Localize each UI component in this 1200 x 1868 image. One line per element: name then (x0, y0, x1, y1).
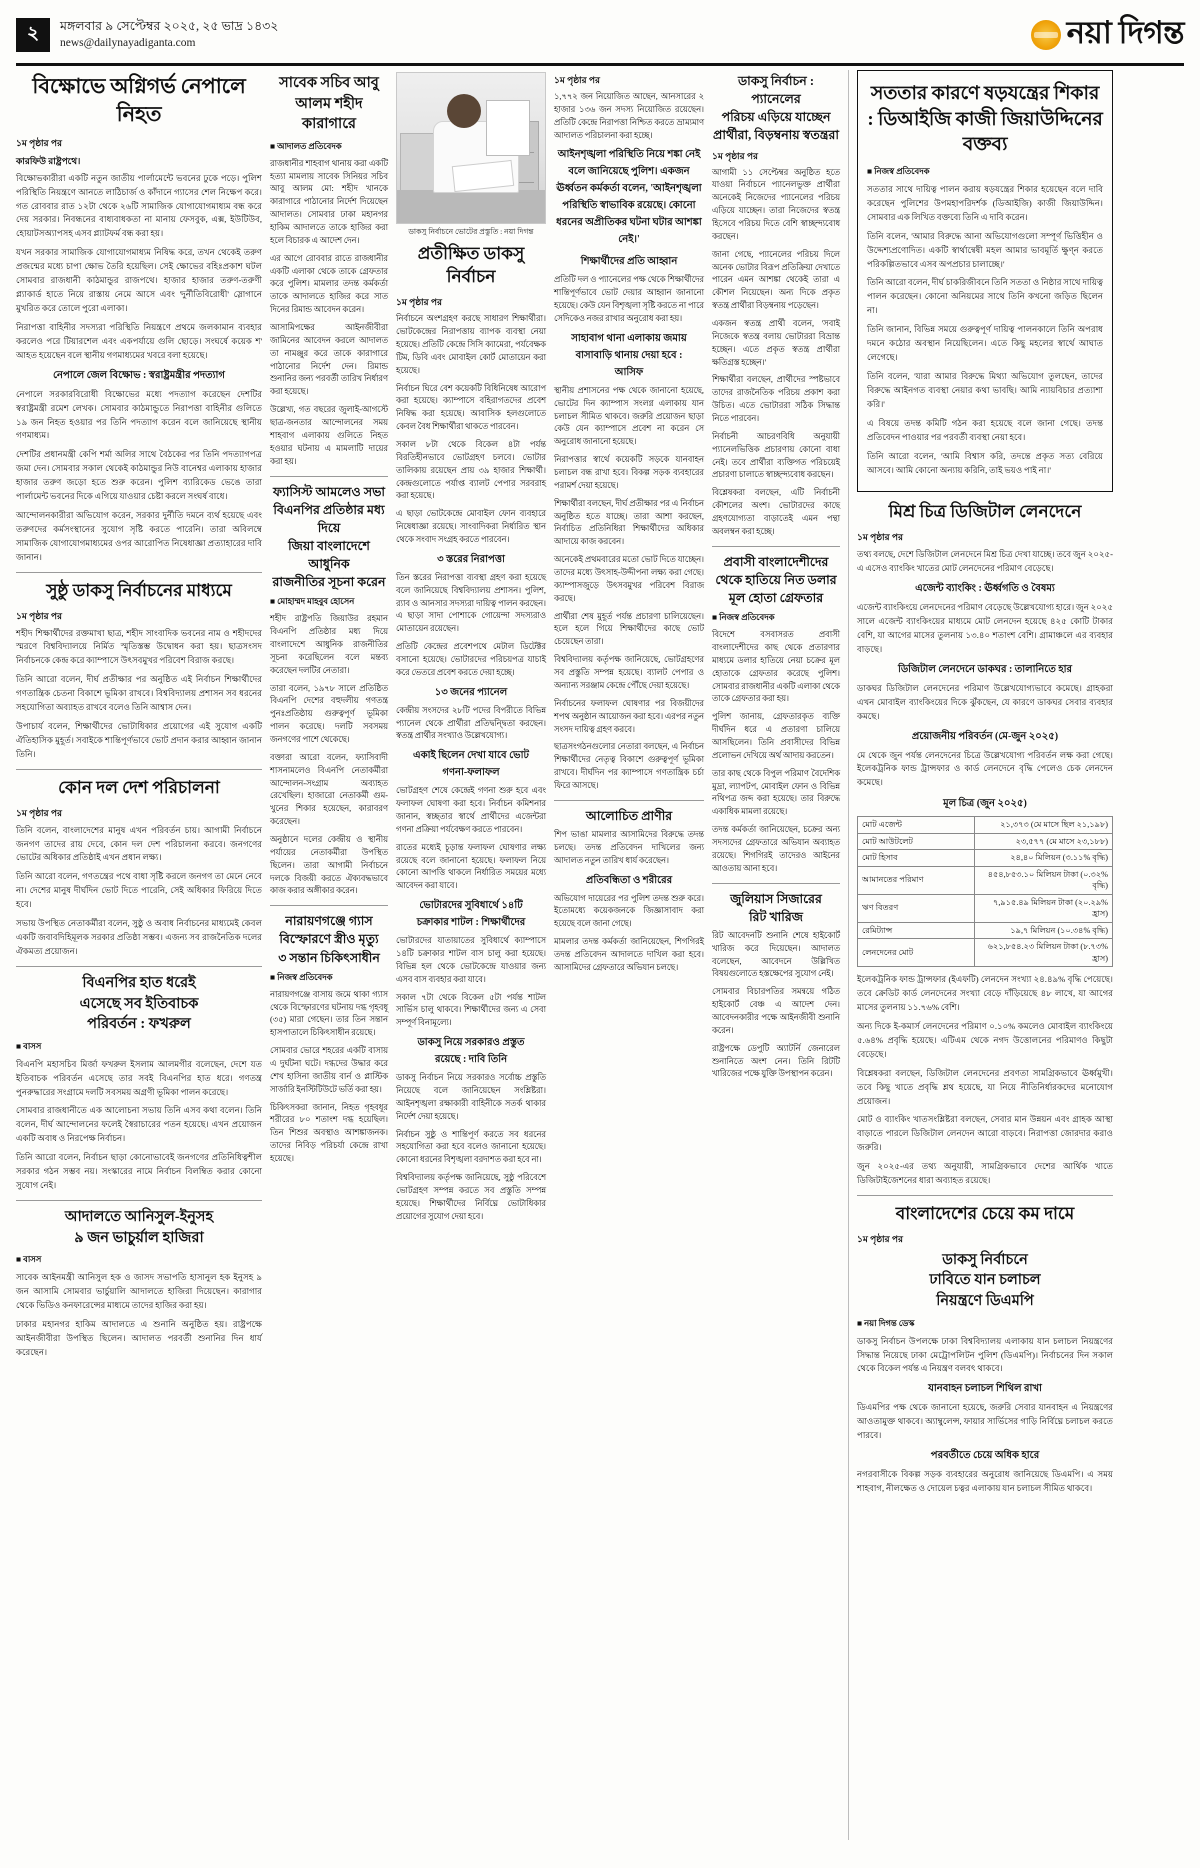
article-paragraph: উপাচার্য বলেন, শিক্ষার্থীদের ভোটাধিকার প্রয়োগের এই সুযোগ একটি ঐতিহাসিক মুহূর্ত। সবাইকে শান্তিপূর্ণভাবে ভোট প্রদান করার আহ্বান জানান তিনি। (16, 721, 262, 759)
table-title: মূল চিত্র (জুন ২০২৫) (943, 798, 1027, 810)
headline-expat-dollar-fraud (712, 553, 840, 607)
byline: ■ নিজস্ব প্রতিবেদক (712, 613, 775, 623)
column-3 (396, 70, 546, 1840)
article-paragraph: তথ্য বলছে, দেশে ডিজিটাল লেনদেনে মিশ্র চিত্র দেখা যাচ্ছে। তবে জুন ২০২৫-এ এসেও ব্যাংকিং খাতের মোট লেনদেনের পরিমাণ বেড়েছে। (857, 549, 1113, 574)
headline-line-1: আদালতে আনিসুল-ইনুসহ (64, 1208, 214, 1225)
article-paragraph: অন্য দিকে ই-কমার্স লেনদেনের পরিমাণ ০.১০% কমলেও মোবাইল ব্যাংকিংয়ে ৫.৬৪% প্রবৃদ্ধি হয়েছে। এটিএম থেকে নগদ উত্তোলনের পরিমাণও কিছুটা বেড়েছে। (857, 1020, 1113, 1059)
article-paragraph: সততার সাথে দায়িত্ব পালন করায় ষড়যন্ত্রের শিকার হয়েছেন বলে দাবি করেছেন পুলিশের উপমহাপরিদর্শক (ডিআইজি) কাজী জিয়াউদ্দিন। সোমবার এক লিখিত বক্তব্যে তিনি এ দাবি করেন। (867, 183, 1103, 222)
headline-line-1: সাবেক সচিব আবু (279, 75, 379, 91)
continuation-note: ১ম পৃষ্ঠার পর (16, 807, 62, 818)
article-paragraph: নেপালে সরকারবিরোধী বিক্ষোভের মধ্যে পদত্যাগ করেছেন দেশটির স্বরাষ্ট্রমন্ত্রী রমেশ লেখক। সোমবার কাঠমান্ডুতে নিরাপত্তা বাহিনীর গুলিতে ১৯ জন নিহত হওয়ার পর তিনি পদত্যাগ করেন বলে জানিয়েছে স্থানীয় গণমাধ্যম। (16, 388, 262, 441)
continuation-note: ১ম পৃষ্ঠার পর (16, 610, 62, 621)
article-paragraph: ইলেকট্রনিক ফান্ড ট্রান্সফার (ইএফটি) লেনদেন সংখ্যা ২৪.৪৯% বৃদ্ধি পেয়েছে। তবে ক্রেডিট কার্ড লেনদেনের সংখ্যা বেড়ে দাঁড়িয়েছে ৪৮ লাখে, যা আগের মাসের তুলনায় ১১.৭৬% বেশি। (857, 974, 1113, 1012)
article-paragraph: কেন্দ্রীয় সংসদের ২৮টি পদের বিপরীতে বিভিন্ন প্যানেল থেকে প্রার্থীরা প্রতিদ্বন্দ্বিতা করছেন। স্বতন্ত্র প্রার্থীর সংখ্যাও উল্লেখযোগ্য। (396, 705, 546, 741)
article-paragraph: নির্বাচনে অংশগ্রহণ করছে সাধারণ শিক্ষার্থীরা। ভোটকেন্দ্রের নিরাপত্তায় ব্যাপক ব্যবস্থা নেয়া হয়েছে। প্রতিটি কেন্দ্রে সিসি ক্যামেরা, পর্যবেক্ষক টিম, ডিবি এবং মোবাইল কোর্ট মোতায়েন করা হয়েছে। (396, 314, 546, 375)
headline-line-3: জিয়া বাংলাদেশে আধুনিক (288, 538, 370, 571)
page-number: ২ (16, 18, 50, 52)
article-paragraph: নির্বাচন সুষ্ঠু ও শান্তিপূর্ণ করতে সব ধরনের সহযোগিতা করা হবে বলেও জানানো হয়েছে। কোনো ধরনের বিশৃঙ্খলা বরদাশত করা হবে না। (396, 1129, 546, 1165)
byline: ■ নয়া দিগন্ত ডেস্ক (857, 1318, 915, 1328)
article-paragraph: নির্বাচনের ফলাফল ঘোষণার পর বিজয়ীদের শপথ অনুষ্ঠান আয়োজন করা হবে। এরপর নতুন সংসদ দায়িত্ব গ্রহণ করবে। (554, 698, 704, 734)
headline-line-2: থেকে হাতিয়ে নিত ডলার (715, 572, 837, 587)
row-label: মোট আউটলেট (858, 833, 975, 849)
article-paragraph: অভিযোগ দায়েরের পর পুলিশ তদন্ত শুরু করে। ইতোমধ্যে কয়েকজনকে জিজ্ঞাসাবাদ করা হয়েছে বলে জানা গেছে। (554, 893, 704, 929)
table-row (858, 850, 1113, 866)
article-paragraph: মামলার তদন্ত কর্মকর্তা জানিয়েছেন, শিগগিরই তদন্ত প্রতিবেদন আদালতে দাখিল করা হবে। আসামিদের গ্রেফতারে অভিযান চলছে। (554, 937, 704, 972)
subhead-curfew: কারফিউ রাষ্ট্রপথে। (16, 155, 81, 166)
row-label: আমানতের পরিমাণ (858, 866, 975, 894)
article-paragraph: তিনি বলেন, 'আমার বিরুদ্ধে আনা অভিযোগগুলো সম্পূর্ণ ভিত্তিহীন ও উদ্দেশ্যপ্রণোদিত। একটি স্বার্থান্বেষী মহল আমার ভাবমূর্তি ক্ষুণ্ন করতে পরিকল্পিতভাবে এসব অপপ্রচার চালাচ্ছে।' (867, 230, 1103, 269)
row-label: ঋণ বিতরণ (858, 894, 975, 922)
subhead-shuttle-service (396, 898, 546, 932)
byline: ■ বাসস (16, 1255, 42, 1265)
article-paragraph: এজেন্ট ব্যাংকিংয়ে লেনদেনের পরিমাণ বেড়েছে উল্লেখযোগ্য হারে। জুন ২০২৫ সালে এজেন্ট ব্যাংকিংয়ের মাধ্যমে মোট লেনদেন হয়েছে ৪২৫ কোটি টাকার বেশি, যা আগের মাসের তুলনায় ১৩.৪০ শতাংশ বেশি। গ্রামাঞ্চলে এর ব্যবহার বাড়ছে। (857, 602, 1114, 654)
article-paragraph: একজন স্বতন্ত্র প্রার্থী বলেন, 'সবাই নিজেকে স্বতন্ত্র বলায় ভোটাররা বিভ্রান্ত হচ্ছেন। এতে প্রকৃত স্বতন্ত্র প্রার্থীরা ক্ষতিগ্রস্ত হচ্ছেন।' (712, 318, 840, 367)
article-paragraph: তিনি জানান, বিভিন্ন সময়ে গুরুত্বপূর্ণ দায়িত্ব পালনকালে তিনি অপরাধ দমনে কঠোর অবস্থান নিয়েছিলেন। এতে কিছু মহলের স্বার্থে আঘাত লেগেছে। (867, 324, 1103, 363)
row-value: ১৯,৭ মিলিয়ন (১০.৩৪% বৃদ্ধি) (975, 922, 1113, 938)
article-paragraph: এর আগে রোববার রাতে রাজধানীর একটি এলাকা থেকে তাকে গ্রেফতার করে পুলিশ। মামলার তদন্ত কর্মকর্তা তাকে আদালতে হাজির করে সাত দিনের রিমান্ড আবেদন করেন। (270, 253, 388, 315)
article-paragraph: নির্বাচনী আচরণবিধি অনুযায়ী প্যানেলভিত্তিক প্রচারণায় কোনো বাধা নেই। তবে প্রার্থীরা ব্যক্তিগত পরিচয়েই প্রচারণা চালাতে স্বাচ্ছন্দ্যবোধ করছেন। (712, 431, 840, 480)
article-paragraph: আসামিপক্ষের আইনজীবীরা জামিনের আবেদন করলে আদালত তা নামঞ্জুর করে তাকে কারাগারে পাঠানোর নির্দেশ দেন। রিমান্ড শুনানির জন্য পরবর্তী তারিখ নির্ধারণ করা হয়েছে। (270, 323, 388, 397)
masthead-left (16, 17, 278, 53)
article-paragraph: নারায়ণগঞ্জে বাসায় জমে থাকা গ্যাস থেকে বিস্ফোরণের ঘটনায় দগ্ধ গৃহবধূ (৩৫) মারা গেছেন। তার তিন সন্তান হাসপাতালে চিকিৎসাধীন রয়েছে। (270, 989, 388, 1038)
divider (712, 883, 840, 884)
article-paragraph: শিপ ভাঙা মামলার আসামিদের বিরুদ্ধে তদন্ত চলছে। তদন্ত প্রতিবেদন দাখিলের জন্য আদালত নতুন তারিখ ধার্য করেছেন। (554, 829, 704, 865)
headline-line-3: প্রার্থীরা, বিড়ম্বনায় স্বতন্ত্ররা (713, 128, 839, 143)
headline-line-2: বিস্ফোরণে স্ত্রীও মৃত্যু (279, 932, 379, 947)
article-paragraph: স্থানীয় প্রশাসনের পক্ষ থেকে জানানো হয়েছে, ভোটের দিন ক্যাম্পাস সংলগ্ন এলাকায় যান চলাচল সীমিত থাকবে। জরুরি প্রয়োজন ছাড়া কেউ যেন ক্যাম্পাসে প্রবেশ না করেন সে অনুরোধ জানানো হয়েছে। (554, 385, 704, 447)
photo-caption: ডাকসু নির্বাচনে ভোটের প্রস্তুতি : নয়া দিগন্ত (408, 227, 534, 236)
column-2 (270, 70, 388, 1840)
article-paragraph: প্রতিটি কেন্দ্রের প্রবেশপথে মেটাল ডিটেক্টর বসানো হয়েছে। ভোটারদের পরিচয়পত্র যাচাই করে ভেতরে প্রবেশ করতে দেয়া হচ্ছে। (396, 642, 546, 677)
headline-line-2: এসেছে সব ইতিবাচক (79, 995, 199, 1012)
column-7 (857, 70, 1113, 1840)
headline-line-1: ডাকসু নির্বাচনে (942, 1251, 1028, 1268)
divider (16, 572, 262, 573)
byline: ■ নিজস্ব প্রতিবেদক (867, 166, 930, 176)
divider (16, 1200, 262, 1201)
boxed-feature-dig-statement (857, 70, 1113, 492)
headline-line-3: পরিবর্তন : ফখরুল (87, 1016, 191, 1033)
subhead-line-2: গণনা-ফলাফল (442, 767, 500, 779)
article-paragraph: উল্লেখ্য, গত বছরের জুলাই-আগস্টে ছাত্র-জনতার আন্দোলনের সময় শাহবাগ এলাকায় গুলিতে নিহত হওয়ার ঘটনায় এ মামলাটি দায়ের করা হয়। (270, 405, 388, 466)
article-paragraph: রাতের মধ্যেই চূড়ান্ত ফলাফল ঘোষণার লক্ষ্য রয়েছে বলে জানানো হয়েছে। ফলাফল নিয়ে কোনো আপত্তি থাকলে নির্ধারিত সময়ের মধ্যে আবেদন করা যাবে। (396, 842, 546, 891)
article-paragraph: প্রার্থীরা শেষ মুহূর্ত পর্যন্ত প্রচারণা চালিয়েছেন। হলে হলে গিয়ে শিক্ষার্থীদের কাছে ভোট চেয়েছেন তারা। (554, 611, 704, 647)
article-paragraph: শহীদ শিক্ষার্থীদের রক্তমাখা ছাত্র, শহীদ সাংবাদিক ভবনের নাম ও শহীদদের স্মরণে বিশ্ববিদ্যালয়ে নির্মিত স্মৃতিস্তম্ভ উদ্বোধন করা হয়। ছাত্রসংসদ নির্বাচনকে কেন্দ্র করে ক্যাম্পাসে উৎসবমুখর পরিবেশ বিরাজ করছে। (16, 627, 262, 666)
byline: ■ আদালত প্রতিবেদক (270, 141, 342, 151)
continuation-note: ১ম পৃষ্ঠার পর (857, 1233, 903, 1244)
byline: ■ নিজস্ব প্রতিবেদক (270, 972, 333, 982)
row-value: ৪৫৪,৮৫৩.১০ মিলিয়ন টাকা (০.৩২% বৃদ্ধি) (975, 866, 1113, 894)
article-paragraph: তিনি আরো বলেন, নির্বাচন ছাড়া কোনোভাবেই জনগণের প্রতিনিধিত্বশীল সরকার গঠন সম্ভব নয়। সংস্কারের নামে নির্বাচন বিলম্বিত করার কোনো সুযোগ নেই। (16, 1152, 262, 1191)
article-paragraph: চিকিৎসকরা জানান, নিহত গৃহবধূর শরীরের ৮০ শতাংশ দগ্ধ হয়েছিল। তিন শিশুর অবস্থাও আশঙ্কাজনক। তাদের নিবিড় পরিচর্যা কেন্দ্রে রাখা হয়েছে। (270, 1102, 388, 1163)
row-value: ২১,৩৭৩ (মে মাসে ছিল ২১,১৯৮) (975, 817, 1113, 833)
headline-line-3: নিয়ন্ত্রণে ডিএমপি (936, 1293, 1034, 1309)
headline-line-1: নারায়ণগঞ্জে গ্যাস (285, 914, 373, 929)
article-paragraph: তারা বলেন, ১৯৭৮ সালে প্রতিষ্ঠিত বিএনপি দেশের বহুদলীয় গণতন্ত্র পুনঃপ্রতিষ্ঠায় গুরুত্বপূর্ণ ভূমিকা পালন করেছে। দলটি সবসময় জনগণের পাশে থেকেছে। (270, 683, 388, 744)
headline-ducsu-fair-election: সুষ্ঠু ডাকসু নির্বাচনের মাধ্যমে (46, 580, 232, 600)
headline-line-2: ঢাবিতে যান চলাচল (929, 1272, 1041, 1289)
article-paragraph: তিনি আরো বলেন, গণতন্ত্রের পথে বাধা সৃষ্টি করলে জনগণ তা মেনে নেবে না। দেশের মানুষ দীর্ঘদিন ভোট দিতে পারেনি, সেই অধিকার ফিরিয়ে দিতে হবে। (16, 871, 262, 910)
article-paragraph: ১,৭৭২ জন নিয়োজিত আছেন, আনসারের ২ হাজার ১৩৬ জন সদস্য নিয়োজিত রয়েছেন। প্রতিটি কেন্দ্রে নিরাপত্তা নিশ্চিত করতে ভ্রাম্যমাণ আদালত পরিচালনা করা হচ্ছে। (554, 92, 704, 140)
table-row (858, 817, 1113, 833)
subhead-line-1: ডাকসু নিয়ে সরকারও প্রস্তুত (417, 1037, 525, 1049)
subhead-required-change: প্রয়োজনীয় পরিবর্তন (মে-জুন ২০২৫) (911, 730, 1059, 742)
article-paragraph: সাবেক আইনমন্ত্রী আনিসুল হক ও জাসদ সভাপতি হাসানুল হক ইনুসহ ৯ জন আসামি সোমবার ভার্চুয়ালি আদালতে হাজিরা দিয়েছেন। কারাগার থেকে ভিডিও কনফারেন্সের মাধ্যমে তাদের হাজির করা হয়। (16, 1272, 262, 1310)
column-5 (712, 70, 840, 1840)
publication-date: মঙ্গলবার ৯ সেপ্টেম্বর ২০২৫, ২৫ ভাদ্র ১৪৩২ (60, 18, 279, 33)
subhead-three-tier-security: ৩ স্তরের নিরাপত্তা (437, 553, 505, 565)
article-paragraph: পুলিশ জানায়, গ্রেফতারকৃত ব্যক্তি দীর্ঘদিন ধরে এ প্রতারণা চালিয়ে আসছিলেন। তিনি প্রবাসীদের বিভিন্ন প্রলোভন দেখিয়ে অর্থ আদায় করতেন। (712, 712, 840, 760)
photo-desk (397, 190, 545, 223)
subhead-line-1: সাহাবাগ থানা এলাকায় জমায় (571, 332, 687, 344)
article-paragraph: ডাকসু নির্বাচন উপলক্ষে ঢাকা বিশ্ববিদ্যালয় এলাকায় যান চলাচল নিয়ন্ত্রণের সিদ্ধান্ত নিয়েছে ঢাকা মেট্রোপলিটন পুলিশ (ডিএমপি)। নির্বাচনের দিন সকাল থেকে বিকেল পর্যন্ত এ নিয়ন্ত্রণ বলবৎ থাকবে। (857, 1335, 1113, 1374)
article-paragraph: সোমবার বিচারপতির সমন্বয়ে গঠিত হাইকোর্ট বেঞ্চ এ আদেশ দেন। আবেদনকারীর পক্ষে আইনজীবী শুনানি করেন। (712, 987, 840, 1035)
headline-dmp-traffic-control (857, 1250, 1113, 1312)
article-paragraph: ভোটারদের যাতায়াতের সুবিধার্থে ক্যাম্পাসে ১৪টি চক্রাকার শাটল বাস চালু করা হয়েছে। বিভিন্ন হল থেকে ভোটকেন্দ্রে যাওয়ার জন্য এসব বাস ব্যবহার করা যাবে। (396, 936, 546, 984)
article-paragraph: শিক্ষার্থীরা বলছেন, দীর্ঘ প্রতীক্ষার পর এ নির্বাচন অনুষ্ঠিত হতে যাচ্ছে। তারা আশা করছেন, নির্বাচিত প্রতিনিধিরা শিক্ষার্থীদের অধিকার আদায়ে কাজ করবেন। (554, 498, 704, 547)
row-value: ২৪,৪০ মিলিয়ন (৩.১১% বৃদ্ধি) (975, 850, 1113, 866)
divider (554, 800, 704, 801)
divider (270, 476, 388, 477)
headline-which-party-runs-country: কোন দল দেশ পরিচালনা (58, 777, 220, 797)
headline-line-2: বিএনপির প্রতিষ্ঠার মধ্য দিয়ে (273, 502, 385, 535)
headline-line-2: আলম শহীদ (295, 95, 363, 112)
subhead-shahbagh-area (554, 331, 704, 382)
table-body (858, 817, 1113, 967)
headline-line-2: রিট খারিজ (749, 909, 803, 924)
article-paragraph: নির্বাচন ঘিরে বেশ কয়েকটি বিধিনিষেধ আরোপ করা হয়েছে। ক্যাম্পাসে বহিরাগতদের প্রবেশ নিষিদ্ধ করা হয়েছে। আবাসিক হলগুলোতে কেবল বৈধ শিক্ষার্থীরা থাকতে পারবেন। (396, 383, 546, 432)
article-paragraph: নগরবাসীকে বিকল্প সড়ক ব্যবহারের অনুরোধ জানিয়েছে ডিএমপি। এ সময় শাহবাগ, নীলক্ষেত ও দোয়েল চত্বর এলাকায় যান চলাচল সীমিত থাকবে। (857, 1469, 1113, 1494)
article-paragraph: তার কাছ থেকে বিপুল পরিমাণ বৈদেশিক মুদ্রা, ল্যাপটপ, মোবাইল ফোন ও বিভিন্ন নথিপত্র জব্দ করা হয়েছে। তার বিরুদ্ধে একাধিক মামলা রয়েছে। (712, 768, 840, 817)
article-paragraph: সভায় উপস্থিত নেতাকর্মীরা বলেন, সুষ্ঠু ও অবাধ নির্বাচনের মাধ্যমেই কেবল একটি জবাবদিহিমূলক সরকার প্রতিষ্ঠা সম্ভব। এজন্য সব রাজনৈতিক দলের ঐকমত্য প্রয়োজন। (16, 918, 262, 956)
continuation-note: ১ম পৃষ্ঠার পর (396, 297, 442, 308)
article-paragraph: সকাল ৭টা থেকে বিকেল ৫টা পর্যন্ত শাটল সার্ভিস চালু থাকবে। শিক্ষার্থীদের জন্য এ সেবা সম্পূর্ণ বিনামূল্যে। (396, 992, 546, 1028)
byline: ■ বাসস (16, 1041, 42, 1051)
newspaper-logo (1031, 9, 1184, 61)
photo-notice-sign (486, 100, 530, 156)
article-paragraph: রিট আবেদনটি শুনানি শেষে হাইকোর্ট খারিজ করে দিয়েছেন। আদালত বলেছেন, আবেদনে উল্লিখিত বিষয়গুলোতে হস্তক্ষেপের সুযোগ নেই। (712, 930, 840, 979)
headline-line-2: ৯ জন ভাচুর্য়াল হাজিরা (74, 1229, 204, 1246)
article-paragraph: তিনি বলেন, 'যারা আমার বিরুদ্ধে মিথ্যা অভিযোগ তুলছেন, তাদের বিরুদ্ধে আইনগত ব্যবস্থা নেয়ার কথা ভাবছি। আমি ন্যায়বিচার প্রত্যাশা করি।' (867, 370, 1103, 409)
subhead-line-1: ভোটারদের সুবিধার্থে ১৪টি (419, 900, 523, 912)
headline-candidates-avoid-panel (712, 72, 840, 145)
article-paragraph: তিনি বলেন, বাংলাদেশের মানুষ এখন পরিবর্তন চায়। আগামী নির্বাচনে জনগণ তাদের রায় দেবে, কোন দল দেশ পরিচালনা করবে। জনগণের ভোটের অধিকার প্রতিষ্ঠাই এখন প্রধান লক্ষ্য। (16, 824, 262, 863)
row-label: রেমিট্যান্স (858, 922, 975, 938)
headline-line-1: জুলিয়াস সিজারের (730, 891, 822, 906)
headline-line-2: পরিচয় এড়িয়ে যাচ্ছেন (721, 110, 831, 125)
ducsu-preparation-photo (396, 72, 546, 224)
headline-line-3: ৩ সন্তান চিকিৎসাধীন (278, 950, 380, 965)
masthead (16, 10, 1184, 66)
column-divider (848, 70, 849, 1840)
headline-line-1: প্রবাসী বাংলাদেশীদের (723, 554, 829, 569)
headline-line-1: ফ্যাসিস্ট আমলেও সভা (272, 484, 386, 499)
table-row (858, 939, 1113, 967)
subhead-line-2: রয়েছে : দাবি তিনি (434, 1054, 508, 1066)
continuation-note: ১ম পৃষ্ঠার পর (554, 75, 600, 85)
divider (16, 769, 262, 770)
article-paragraph: ঢাকার মহানগর হাকিম আদালতে এ শুনানি অনুষ্ঠিত হয়। রাষ্ট্রপক্ষে আইনজীবীরা উপস্থিত ছিলেন। আদালত পরবর্তী শুনানির দিন ধার্য করেছেন। (16, 1318, 262, 1357)
subhead-post-office: ডিজিটাল লেনদেনে ডাকঘর : তালানিতে হার (897, 663, 1073, 675)
article-paragraph: বিশ্ববিদ্যালয় কর্তৃপক্ষ জানিয়েছে, ভোটগ্রহণের সব প্রস্তুতি সম্পন্ন হয়েছে। ব্যালট পেপার ও অন্যান্য সরঞ্জাম কেন্দ্রে পৌঁছে দেয়া হয়েছে। (554, 655, 704, 690)
article-paragraph: বিএনপি মহাসচিব মির্জা ফখরুল ইসলাম আলমগীর বলেছেন, দেশে যত ইতিবাচক পরিবর্তন এসেছে তার সবই বিএনপির হাত ধরে। গণতন্ত্র পুনরুদ্ধারের সংগ্রামে দলটি সবসময় অগ্রণী ভূমিকা পালন করেছে। (16, 1058, 262, 1097)
article-paragraph: নিরাপত্তা বাহিনীর সদস্যরা পরিস্থিতি নিয়ন্ত্রণে প্রথমে জলকামান ব্যবহার করলেও পরে টিয়ারশেল এবং একপর্যায়ে গুলি ছোড়ে। সংঘর্ষে কয়েক শ' আহত হয়েছেন বলে স্থানীয় গণমাধ্যমের খবরে বলা হয়েছে। (16, 321, 262, 360)
article-paragraph: বক্তারা আরো বলেন, ফ্যাসিবাদী শাসনামলেও বিএনপি নেতাকর্মীরা আন্দোলন-সংগ্রাম অব্যাহত রেখেছিল। হাজারো নেতাকর্মী গুম-খুনের শিকার হয়েছেন, কারাবরণ করেছেন। (270, 752, 388, 827)
article-paragraph: সকাল ৮টা থেকে বিকেল ৪টা পর্যন্ত বিরতিহীনভাবে ভোটগ্রহণ চলবে। ভোটার তালিকায় রয়েছেন প্রায় ৩৯ হাজার শিক্ষার্থী। কেন্দ্রগুলোতে পর্যাপ্ত ব্যালট পেপার সরবরাহ করা হয়েছে। (396, 439, 546, 501)
headline-line-1: বিএনপির হাত ধরেই (82, 974, 196, 991)
byline: ■ মোহাম্মদ মাহবুব হোসেন (270, 597, 355, 607)
article-paragraph: সোমবার ভোরে শহরের একটি বাসায় এ দুর্ঘটনা ঘটে। দগ্ধদের উদ্ধার করে শেখ হাসিনা জাতীয় বার্ন ও প্লাস্টিক সার্জারি ইনস্টিটিউটে ভর্তি করা হয়। (270, 1046, 388, 1094)
article-paragraph: এ বিষয়ে তদন্ত কমিটি গঠন করা হয়েছে বলে জানা গেছে। তদন্ত প্রতিবেদন পাওয়ার পর পরবর্তী ব্যবস্থা নেয়া হবে। (867, 417, 1103, 442)
article-paragraph: প্রতিটি দল ও প্যানেলের পক্ষ থেকে শিক্ষার্থীদের শান্তিপূর্ণভাবে ভোট দেয়ার আহ্বান জানানো হয়েছে। কেউ যেন বিশৃঙ্খলা সৃষ্টি করতে না পারে সেদিকেও নজর রাখার অনুরোধ করা হয়। (554, 275, 704, 324)
column-4 (554, 70, 704, 1840)
article-paragraph: রাষ্ট্রপক্ষে ডেপুটি অ্যাটর্নি জেনারেল শুনানিতে অংশ নেন। তিনি রিটটি খারিজের পক্ষে যুক্তি উপস্থাপন করেন। (712, 1043, 840, 1079)
row-value: ৬২১,৮৫৪.২৩ মিলিয়ন টাকা (৮.৭৩% হ্রাস) (975, 939, 1113, 967)
headline-digital-transactions: মিশ্র চিত্র ডিজিটাল লেনদেনে (888, 502, 1082, 522)
headline-former-secretary-jailed (270, 73, 388, 135)
digital-transaction-table (857, 816, 1113, 967)
subhead-vote-counting (396, 748, 546, 782)
article-paragraph: বিশ্ববিদ্যালয় কর্তৃপক্ষ জানিয়েছে, সুষ্ঠু পরিবেশে ভোটগ্রহণ সম্পন্ন করতে সব প্রস্তুতি সম্পন্ন হয়েছে। শিক্ষার্থীদের নির্বিঘ্নে ভোটাধিকার প্রয়োগের সুযোগ দেয়া হবে। (396, 1173, 546, 1221)
subhead-traffic-relaxed: যানবাহন চলাচল শিথিল রাখা (928, 1383, 1042, 1395)
article-paragraph: যখন সরকার সামাজিক যোগাযোগমাধ্যম নিষিদ্ধ করে, তখন থেকেই তরুণ প্রজন্মের মধ্যে চাপা ক্ষোভ তৈরি হয়েছিল। সেই ক্ষোভের বহিঃপ্রকাশ ঘটল সোমবার রাজধানী কাঠমান্ডুর রাজপথে। হাজার হাজার তরুণ-তরুণী প্ল্যাকার্ড হাতে নিয়ে রাস্তায় নেমে আসে এবং 'দুর্নীতিবিরোধী' স্লোগানে মুখরিত করে তোলে পুরো এলাকা। (16, 247, 262, 313)
article-paragraph: নিরাপত্তার স্বার্থে কয়েকটি সড়কে যানবাহন চলাচল বন্ধ রাখা হবে। বিকল্প সড়ক ব্যবহারের পরামর্শ দেয়া হয়েছে। (554, 455, 704, 490)
article-photo-wrapper (396, 72, 546, 238)
row-label: মোট এজেন্ট (858, 817, 975, 833)
article-paragraph: বিশ্লেষকরা বলছেন, এটি নির্বাচনী কৌশলের অংশ। ভোটারদের কাছে গ্রহণযোগ্যতা বাড়াতেই এমন পন্থা অবলম্বন করা হচ্ছে। (712, 488, 840, 536)
divider (712, 546, 840, 547)
row-label: লেনদেনের মোট (858, 939, 975, 967)
divider (16, 966, 262, 967)
headline-cheaper-than-bangladesh: বাংলাদেশের চেয়ে কম দামে (895, 1204, 1075, 1224)
row-value: ৭,৯১৫.৪৯ মিলিয়ন টাকা (২০.২৯% হ্রাস) (975, 894, 1113, 922)
row-label: মোট হিসাব (858, 850, 975, 866)
article-paragraph: তিনি আরো বলেন, 'আমি বিশ্বাস করি, তদন্তে প্রকৃত সত্য বেরিয়ে আসবে। আমি কোনো অন্যায় করিনি, তাই ভয়ও পাই না।' (867, 450, 1103, 475)
content-columns (16, 70, 1184, 1840)
subhead-disability: প্রতিবন্ধিতা ও শরীরের (585, 874, 673, 886)
subhead-appeal-to-students: শিক্ষার্থীদের প্রতি আহ্বান (580, 256, 678, 268)
divider (270, 905, 388, 906)
article-paragraph: আগামী ১১ সেপ্টেম্বর অনুষ্ঠিত হতে যাওয়া নির্বাচনে প্যানেলভুক্ত প্রার্থীরা অনেকেই নিজেদের প্যানেলের পরিচয় এড়িয়ে যাচ্ছেন। তারা নিজেদের স্বতন্ত্র হিসেবে পরিচয় দিতে বেশি স্বাচ্ছন্দ্যবোধ করছেন। (712, 167, 840, 241)
headline-line-3: কারাগারে (301, 116, 357, 133)
headline-court-virtual-appearance (16, 1207, 262, 1248)
headline-line-3: মূল হোতা গ্রেফতার (728, 590, 824, 605)
subhead-line-2: চক্রাকার শাটল : শিক্ষার্থীদের (416, 917, 526, 929)
article-paragraph: অনেকেই প্রথমবারের মতো ভোট দিতে যাচ্ছেন। তাদের মধ্যে উৎসাহ-উদ্দীপনা লক্ষ্য করা গেছে। ক্যাম্পাসজুড়ে উৎসবমুখর পরিবেশ বিরাজ করছে। (554, 555, 704, 603)
headline-awaited-ducsu-election: প্রতীক্ষিত ডাকসু নির্বাচন (417, 243, 525, 287)
headline-line-1: ডাকসু নির্বাচন : প্যানেলের (737, 74, 815, 107)
article-paragraph: ডাকসু নির্বাচন নিয়ে সরকারও সর্বোচ্চ প্রস্তুতি নিয়েছে বলে জানিয়েছেন সংশ্লিষ্টরা। আইনশৃঙ্খলা রক্ষাকারী বাহিনীকে সতর্ক থাকার নির্দেশ দেয়া হয়েছে। (396, 1073, 546, 1121)
subhead-line-1: একাই ছিলেন দেখা যাবে ভোট (413, 750, 529, 762)
table-row (858, 866, 1113, 894)
article-paragraph: রাজধানীর শাহবাগ থানায় করা একটি হত্যা মামলায় সাবেক সিনিয়র সচিব আবু আলম মো: শহীদ খানকে কারাগারে পাঠানোর নির্দেশ দিয়েছেন আদালত। সোমবার ঢাকা মহানগর হাকিম আদালতে তাকে হাজির করা হলে বিচারক এ আদেশ দেন। (270, 158, 388, 245)
subhead-law-and-order: আইনশৃঙ্খলা পরিস্থিতি নিয়ে শঙ্কা নেই বলে জানিয়েছে পুলিশ। একজন ঊর্ধ্বতন কর্মকর্তা বলেন, 'আইনশৃঙ্খলা পরিস্থিতি স্বাভাবিক রয়েছে। কোনো ধরনের অপ্রীতিকর ঘটনা ঘটার আশঙ্কা নেই।' (556, 149, 702, 246)
article-paragraph: তিন স্তরের নিরাপত্তা ব্যবস্থা গ্রহণ করা হয়েছে বলে জানিয়েছে বিশ্ববিদ্যালয় প্রশাসন। পুলিশ, র‌্যাব ও আনসার সদস্যরা দায়িত্ব পালন করছেন। এ ছাড়া সাদা পোশাকে গোয়েন্দা সদস্যরাও মোতায়েন রয়েছেন। (396, 572, 546, 634)
article-paragraph: জুন ২০২৫-এর তথ্য অনুযায়ী, সামগ্রিকভাবে দেশের আর্থিক খাতে ডিজিটাইজেশনের ধারা অব্যাহত রয়েছে। (857, 1161, 1113, 1186)
article-paragraph: আন্দোলনকারীরা অভিযোগ করেন, সরকার দুর্নীতি দমনে ব্যর্থ হয়েছে এবং তরুণদের কর্মসংস্থানের সুযোগ সৃষ্টি করতে পারেনি। তারা অবিলম্বে সামাজিক যোগাযোগমাধ্যমের ওপর আরোপিত নিষেধাজ্ঞা প্রত্যাহারের দাবি জানান। (16, 510, 262, 562)
continuation-note: ১ম পৃষ্ঠার পর (16, 137, 62, 148)
subhead-higher-rate: পরবর্তীতে চেয়ে অধিক হারে (930, 1450, 1040, 1462)
article-paragraph: দেশটির প্রধানমন্ত্রী কেপি শর্মা অলির সাথে বৈঠকের পর তিনি পদত্যাগপত্র জমা দেন। সোমবার সকাল থেকেই কাঠমান্ডুর নিউ বানেশ্বর এলাকায় হাজার হাজার তরুণ জড়ো হতে শুরু করেন। পুলিশ ব্যারিকেড ভেঙে তারা পার্লামেন্ট ভবনের দিকে এগিয়ে যাওয়ার চেষ্টা করলে সংঘর্ষ বাধে। (16, 449, 262, 502)
article-paragraph: ছাত্রসংগঠনগুলোর নেতারা বলছেন, এ নির্বাচন শিক্ষার্থীদের নেতৃত্ব বিকাশে গুরুত্বপূর্ণ ভূমিকা রাখবে। দীর্ঘদিন পর ক্যাম্পাসে গণতান্ত্রিক চর্চা ফিরে আসছে। (554, 742, 704, 790)
article-paragraph: বিক্ষোভকারীরা একটি নতুন জাতীয় পার্লামেন্টে ভবনের ঢুকে পড়ে। পুলিশ পরিস্থিতি নিয়ন্ত্রণে আনতে লাঠিচার্জ ও কাঁদানে গ্যাসের শেল নিক্ষেপ করে। গত রোববার রাত ১২টা থেকে ২৬টি সামাজিক যোগাযোগমাধ্যম বন্ধ করে দেয় সরকার। নিবন্ধনের বাধ্যবাধকতা না মানায় ফেসবুক, এক্স, ইউটিউব, হোয়াটসঅ্যাপসহ এসব প্ল্যাটফর্ম বন্ধ করা হয়। (16, 172, 262, 239)
article-paragraph: বিশ্লেষকরা বলছেন, ডিজিটাল লেনদেনের প্রবণতা সামগ্রিকভাবে ঊর্ধ্বমুখী। তবে কিছু খাতে প্রবৃদ্ধি শ্লথ হয়েছে, যা নিয়ে নীতিনির্ধারকদের মনোযোগ প্রয়োজন। (857, 1067, 1113, 1106)
subhead-line-2: বাসাবাড়ি থানায় দেয়া হবে : (575, 349, 683, 361)
divider (857, 1195, 1113, 1196)
subhead-agent-banking: এজেন্ট ব্যাংকিং : ঊর্ধ্বগতি ও বৈষম্য (915, 583, 1055, 595)
article-paragraph: শিক্ষার্থীরা বলছেন, প্রার্থীদের স্পষ্টভাবে তাদের রাজনৈতিক পরিচয় প্রকাশ করা উচিত। এতে ভোটাররা সঠিক সিদ্ধান্ত নিতে পারবেন। (712, 375, 840, 423)
masthead-dateblock (60, 17, 278, 53)
subhead-panel-of-thirteen: ১৩ জনের প্যানেল (434, 686, 508, 698)
article-paragraph: বিদেশে বসবাসরত প্রবাসী বাংলাদেশীদের কাছ থেকে প্রতারণার মাধ্যমে ডলার হাতিয়ে নেয়া চক্রের মূল হোতাকে গ্রেফতার করেছে পুলিশ। সোমবার রাজধানীর একটি এলাকা থেকে তাকে গ্রেফতার করা হয়। (712, 630, 840, 704)
table-row (858, 833, 1113, 849)
article-paragraph: সোমবার রাজধানীতে এক আলোচনা সভায় তিনি এসব কথা বলেন। তিনি বলেন, দীর্ঘ আন্দোলনের ফলেই স্বৈরাচারের পতন হয়েছে। এখন প্রয়োজন একটি অবাধ ও নিরপেক্ষ নির্বাচন। (16, 1105, 262, 1144)
article-paragraph: জানা গেছে, প্যানেলের পরিচয় দিলে অনেক ভোটার বিরূপ প্রতিক্রিয়া দেখাতে পারেন এমন আশঙ্কা থেকেই তারা এ কৌশল নিয়েছেন। অন্য দিকে প্রকৃত স্বতন্ত্র প্রার্থীরা বিড়ম্বনায় পড়েছেন। (712, 249, 840, 311)
headline-discussed-case: আলোচিত প্রাণীর (585, 808, 673, 823)
article-paragraph: ভোটগ্রহণ শেষে কেন্দ্রেই গণনা শুরু হবে এবং ফলাফল ঘোষণা করা হবে। নির্বাচন কমিশনার জানান, স্বচ্ছতার স্বার্থে প্রার্থীদের এজেন্টরা গণনা প্রক্রিয়া পর্যবেক্ষণ করতে পারবেন। (396, 786, 546, 834)
article-paragraph: শহীদ রাষ্ট্রপতি জিয়াউর রহমান বিএনপি প্রতিষ্ঠার মধ্য দিয়ে বাংলাদেশে আধুনিক রাজনীতির সূচনা করেছিলেন বলে মন্তব্য করেছেন দলটির নেতারা। (270, 614, 388, 675)
headline-gas-explosion-narayanganj (270, 912, 388, 966)
headline-line-4: রাজনীতির সূচনা করেন (272, 575, 386, 590)
article-paragraph: তদন্ত কর্মকর্তা জানিয়েছেন, চক্রের অন্য সদস্যদের গ্রেফতারে অভিযান অব্যাহত রয়েছে। শিগগিরই তাদেরও আইনের আওতায় আনা হবে। (712, 825, 840, 873)
column-1 (16, 70, 262, 1840)
contact-email[interactable]: news@dailynayadiganta.com (60, 37, 196, 50)
headline-bnp-positive-change (16, 973, 262, 1035)
article-paragraph: ডিএমপির পক্ষ থেকে জানানো হয়েছে, জরুরি সেবার যানবাহন এ নিয়ন্ত্রণের আওতামুক্ত থাকবে। অ্যাম্বুলেন্স, ফায়ার সার্ভিসের গাড়ি নির্বিঘ্নে চলাচল করতে পারবে। (857, 1402, 1113, 1441)
headline-julius-caesar-writ (712, 890, 840, 926)
subhead-line-3: আসিফ (614, 366, 644, 378)
sun-icon (1031, 20, 1061, 50)
article-paragraph: ডাকঘর ডিজিটাল লেনদেনের পরিমাণ উল্লেখযোগ্যভাবে কমেছে। গ্রাহকরা এখন মোবাইল ব্যাংকিংয়ের দিকে ঝুঁকছেন, যে কারণে ডাকঘর সেবার ব্যবহার কমছে। (857, 682, 1113, 721)
table-row (858, 922, 1113, 938)
article-paragraph: তিনি আরো বলেন, দীর্ঘ চাকরিজীবনে তিনি সততা ও নিষ্ঠার সাথে দায়িত্ব পালন করেছেন। কোনো অনিয়মের সাথে তিনি কখনো জড়িত ছিলেন না। (867, 277, 1103, 316)
article-paragraph: তিনি আরো বলেন, দীর্ঘ প্রতীক্ষার পর অনুষ্ঠিত এই নির্বাচন শিক্ষার্থীদের গণতান্ত্রিক চেতনা বিকাশে ভূমিকা রাখবে। বিশ্ববিদ্যালয় প্রশাসন সব ধরনের সহযোগিতা অব্যাহত রাখবে বলেও তিনি আশ্বাস দেন। (16, 674, 262, 713)
headline-dig-conspiracy: সততার কারণে ষড়যন্ত্রের শিকার : ডিআইজি কাজী জিয়াউদ্দিনের বক্তব্য (867, 83, 1103, 156)
logo-text: নয়া দিগন্ত (1066, 14, 1184, 50)
continuation-note: ১ম পৃষ্ঠার পর (857, 532, 903, 543)
article-paragraph: মোট ও ব্যাংকিং খাতসংশ্লিষ্টরা বলছেন, সেবার মান উন্নয়ন এবং গ্রাহক আস্থা বাড়াতে পারলে ডিজিটাল লেনদেন আরো বাড়বে। নিরাপত্তা জোরদার করাও জরুরি। (857, 1114, 1113, 1153)
article-paragraph: মে থেকে জুন পর্যন্ত লেনদেনের চিত্রে উল্লেখযোগ্য পরিবর্তন লক্ষ করা গেছে। ইলেকট্রনিক ফান্ড ট্রান্সফার ও কার্ড লেনদেনে বৃদ্ধি পেলেও চেক লেনদেন কমেছে। (857, 749, 1113, 788)
article-paragraph: এ ছাড়া ভোটকেন্দ্রে মোবাইল ফোন ব্যবহারে নিষেধাজ্ঞা রয়েছে। সাংবাদিকরা নির্ধারিত স্থান থেকে সংবাদ সংগ্রহ করতে পারবেন। (396, 509, 546, 544)
headline-nepal-protest: বিক্ষোভে অগ্নিগর্ভ নেপালে নিহত (32, 74, 246, 127)
table-row (858, 894, 1113, 922)
article-paragraph: অনুষ্ঠানে দলের কেন্দ্রীয় ও স্থানীয় পর্যায়ের নেতাকর্মীরা উপস্থিত ছিলেন। তারা আগামী নির্বাচনে দলকে বিজয়ী করতে ঐক্যবদ্ধভাবে কাজ করার অঙ্গীকার করেন। (270, 835, 388, 896)
subhead-home-minister: নেপালে জেল বিক্ষোভ : স্বরাষ্ট্রমন্ত্রীর পদত্যাগ (53, 369, 225, 381)
continuation-note: ১ম পৃষ্ঠার পর (712, 150, 758, 161)
subhead-government-ready (396, 1035, 546, 1069)
headline-zia-modern-politics (270, 483, 388, 592)
row-value: ২৩,৫৭৭ (মে মাসে ২৩,১৮৮) (975, 833, 1113, 849)
